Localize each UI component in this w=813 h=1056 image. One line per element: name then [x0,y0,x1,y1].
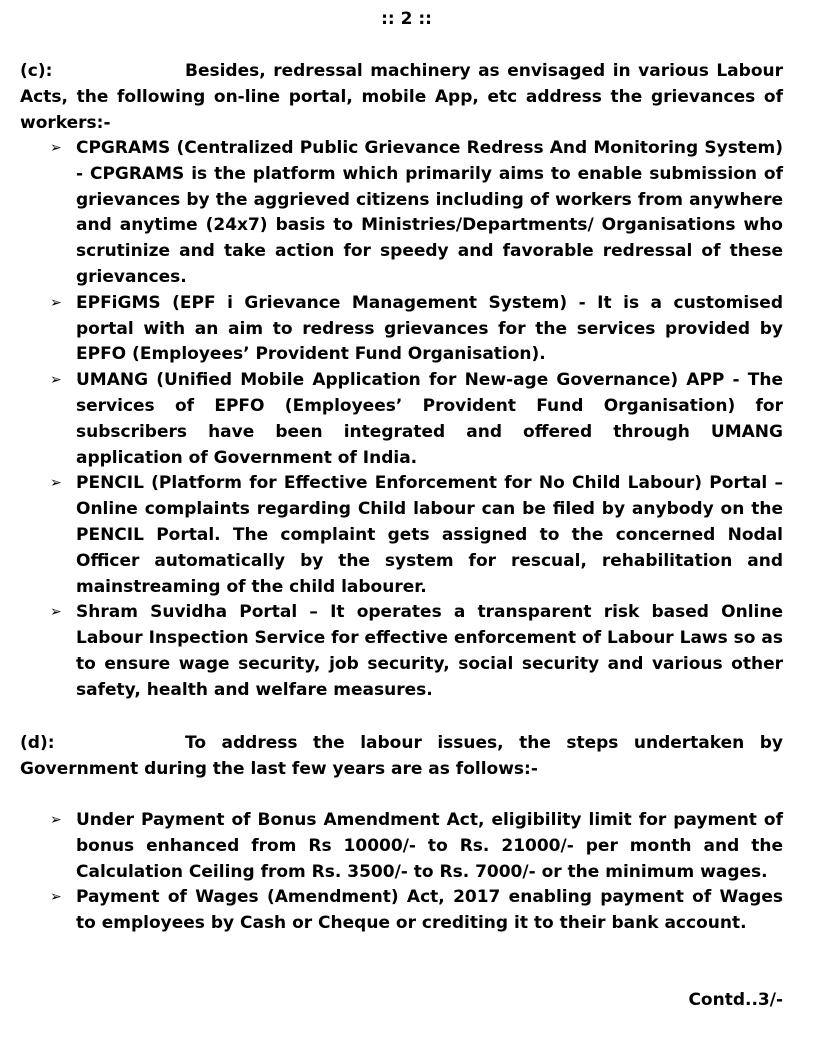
section-d-intro-text: To address the labour issues, the steps undertaken by Government during the last few years are as follows:- [20,733,783,779]
list-item-text: UMANG (Unified Mobile Application for New-age Governance) APP - The services of EPFO (Employees’ Provident Fund Organisation) for subscribers have been integrated and offered through UMANG application of Government of India. [76,370,783,468]
list-item [20,136,783,291]
arrow-bullet-icon: ➢ [50,812,62,828]
section-d-list [20,808,783,937]
list-item-text: Payment of Wages (Amendment) Act, 2017 enabling payment of Wages to employees by Cash or Cheque or crediting it to their bank account. [76,887,783,934]
section-d-intro [20,731,783,783]
list-item-text: Under Payment of Bonus Amendment Act, eligibility limit for payment of bonus enhanced from Rs 10000/- to Rs. 21000/- per month and the Calculation Ceiling from Rs. 3500/- to Rs. 7000/- or the minimum wages. [76,810,783,882]
list-item [20,808,783,885]
page-number: :: 2 :: [381,9,432,29]
list-item-text: Shram Suvidha Portal – It operates a transparent risk based Online Labour Inspection Service for effective enforcement of Labour Laws so as to ensure wage security, job security, social security and various other safety, health and welfare measures. [76,602,783,700]
arrow-bullet-icon: ➢ [50,889,62,906]
list-item-text: EPFiGMS (EPF i Grievance Management System) - It is a customised portal with an aim to redress grievances for the services provided by EPFO (Employees’ Provident Fund Organisation). [76,292,783,365]
section-c-list [20,136,783,704]
arrow-bullet-icon: ➢ [50,372,62,389]
list-item [20,291,783,368]
list-item [20,600,783,703]
continued-marker: Contd..3/- [688,990,783,1010]
list-item-text: CPGRAMS (Centralized Public Grievance Redress And Monitoring System) - CPGRAMS is the platform which primarily aims to enable submission of grievances by the aggrieved citizens including of workers from anywhere and anytime (24x7) basis to Ministries/Departments/ Organisations who scrutinize and take action for speedy and favorable redressal of these grievances. [76,138,783,287]
section-c-intro-text: Besides, redressal machinery as envisaged in various Labour Acts, the following on-line portal, mobile App, etc address the grievances of workers:- [20,61,783,133]
list-item-text: PENCIL (Platform for Effective Enforcement for No Child Labour) Portal – Online complaints regarding Child labour can be filed by anybody on the PENCIL Portal. The complaint gets assigned to the concerned Nodal Officer automatically by the system for rescual, rehabilitation and mainstreaming of the child labourer. [76,473,783,597]
arrow-bullet-icon: ➢ [50,140,62,156]
section-d-label: (d): [20,733,55,753]
list-item [20,368,783,471]
arrow-bullet-icon: ➢ [50,475,62,492]
section-c-label: (c): [20,61,53,81]
section-c-intro [20,59,783,136]
arrow-bullet-icon: ➢ [50,604,62,621]
list-item [20,471,783,600]
list-item [20,885,783,937]
arrow-bullet-icon: ➢ [50,294,62,311]
